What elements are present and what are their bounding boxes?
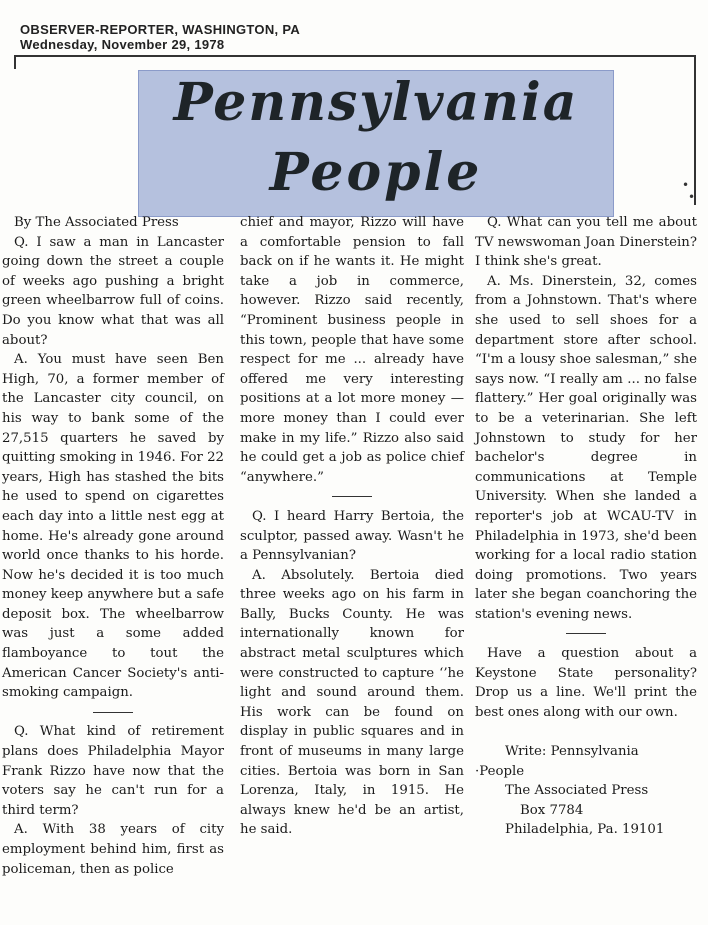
- question-3: Q. I heard Harry Bertoia, the sculptor, passed away. Wasn't he a Pennsylvanian?: [240, 508, 464, 564]
- answer-4: A. Ms. Dinerstein, 32, comes from a Johnstown. That's where she used to sell shoes for a department store after school. “I'm a lousy shoe salesman,” she says now. “I really am ... no false flattery.” Her goal originally was to be a veterinarian. She left Johnstown to study for her bachelor's degree in communications at Temple University. When she landed a reporter's job at WCAU-TV in Philadelphia in 1973, she'd been working for a local radio station doing promotions. Two years later she began coanchoring the station's evening news.: [475, 273, 697, 622]
- masthead: [20, 22, 300, 52]
- newspaper-name: OBSERVER-REPORTER, WASHINGTON, PA: [20, 22, 301, 37]
- address-write-line: Write: Pennsylvania: [505, 744, 639, 760]
- column-2: [240, 213, 464, 840]
- answer-1: A. You must have seen Ben High, 70, a former member of the Lancaster city council, on his way to bank some of the 27,515 quarters he saved by quitting smoking in 1946. For 22 years, High has stashed the bits he used to spend on cigarettes each day into a little nest egg at home. He's already gone around world once thanks to his horde. Now he's decided it is too much money keep anywhere but a safe deposit box. The wheelbarrow was just a some added flamboyance to tout the American Cancer Society's anti-smoking campaign.: [2, 352, 224, 701]
- publication-date: Wednesday, November 29, 1978: [20, 37, 225, 52]
- question-2: Q. What kind of retirement plans does Philadelphia Mayor Frank Rizzo have now that the voters say he can't run for a third term?: [2, 724, 224, 818]
- section-divider: [2, 703, 224, 723]
- address-box-line: Box 7784: [520, 802, 584, 818]
- answer-2-start: A. With 38 years of city employment behind him, first as policeman, then as police: [2, 822, 224, 877]
- headline-line-1: Pennsylvania: [173, 72, 579, 133]
- question-4: Q. What can you tell me about TV newswoman Joan Dinerstein? I think she's great.: [475, 215, 697, 270]
- answer-2-continued: chief and mayor, Rizzo will have a comfortable pension to fall back on if he wants it. He might take a job in commerce, however. Rizzo said recently, “Prominent business people in this town, people that have some respect for me ... already have offered me very interesting positions at a lot more money — more money than I could ever make in my life.” Rizzo also said he could get a job as police chief “anywhere.”: [240, 215, 464, 485]
- question-1: Q. I saw a man in Lancaster going down the street a couple of weeks ago pushing a bright green wheelbarrow full of coins. Do you know what that was all about?: [2, 234, 224, 348]
- reader-invitation: Have a question about a Keystone State personality? Drop us a line. We'll print the best ones along with our own.: [475, 646, 697, 720]
- frame-top-rule: [14, 55, 696, 57]
- column-3: [475, 213, 697, 840]
- print-speck: •: [688, 190, 696, 204]
- answer-3: A. Absolutely. Bertoia died three weeks ago on his farm in Bally, Bucks County. He was internationally known for abstract metal sculptures which were constructed to capture ‘’he light and sound around them. His work can be found on display in public squares and in front of museums in many large cities. Bertoia was born in San Lorenza, Italy, in 1915. He always knew he'd be an artist, he said.: [240, 567, 464, 838]
- address-people-line: ·People: [475, 763, 525, 779]
- frame-left-rule: [14, 55, 16, 69]
- mailing-address: [475, 742, 697, 840]
- column-1: [2, 213, 224, 879]
- address-org-line: The Associated Press: [505, 783, 649, 799]
- headline-box: [138, 70, 614, 217]
- byline: By The Associated Press: [14, 215, 179, 230]
- section-divider: [240, 487, 464, 507]
- frame-right-rule: [694, 55, 696, 205]
- section-divider: [475, 624, 697, 644]
- print-speck: •: [682, 178, 690, 192]
- address-city-line: Philadelphia, Pa. 19101: [505, 822, 665, 838]
- headline-line-2: People: [269, 142, 483, 203]
